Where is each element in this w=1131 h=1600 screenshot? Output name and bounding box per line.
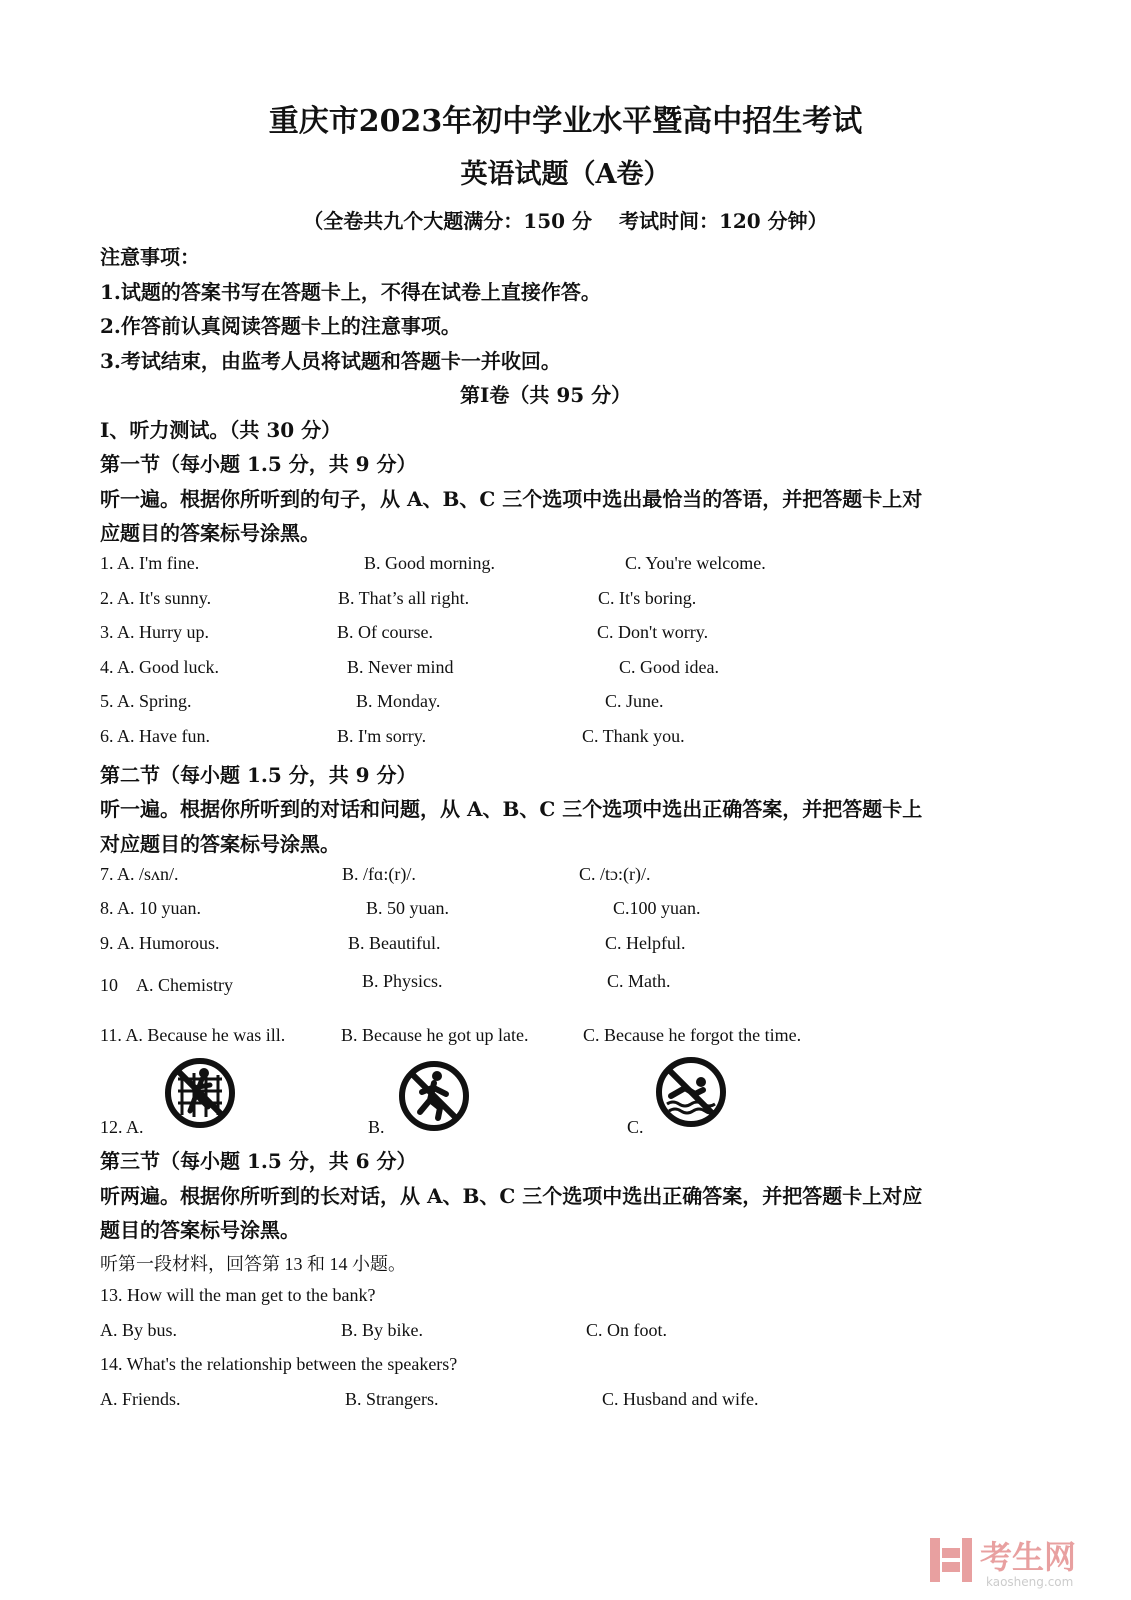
option-a: 8. A. 10 yuan. [100,898,201,918]
option-a: A. By bus. [100,1320,178,1340]
option-b: B. /fɑ:(r)/. [342,864,416,884]
option-b: B. Beautiful. [348,933,441,953]
note-item: 2.作答前认真阅读答题卡上的注意事项。 [100,314,461,338]
notes-heading: 注意事项： [100,245,200,269]
watermark-mark-icon [930,1538,972,1582]
option-b: B. [368,1117,385,1137]
option-b: B. Because he got up late. [341,1025,529,1045]
option-c: C. Don't worry. [597,622,709,642]
option-a: 1. A. I'm fine. [100,553,200,573]
no-climbing-icon [164,1057,236,1129]
section1-instruction: 听一遍。根据你所听到的句子，从 A、B、C 三个选项中选出最恰当的答语，并把答题卡上对 [100,487,923,511]
option-c: C. Husband and wife. [602,1389,759,1409]
exam-title: 重庆市2023年初中学业水平暨高中招生考试 [268,104,863,139]
option-b: B. By bike. [341,1320,424,1340]
section1-title: 第一节（每小题 1.5 分，共 9 分） [100,452,417,476]
section2-instruction: 对应题目的答案标号涂黑。 [100,832,340,856]
option-a: 10 A. Chemistry [100,975,233,995]
option-c: C.100 yuan. [613,898,701,918]
section2-title: 第二节（每小题 1.5 分，共 9 分） [100,763,417,787]
no-swimming-icon [655,1056,727,1128]
option-b: B. I'm sorry. [337,726,427,746]
option-c: C. Because he forgot the time. [583,1025,802,1045]
section3-title: 第三节（每小题 1.5 分，共 6 分） [100,1149,417,1173]
part-title: 第Ⅰ卷（共 95 分） [460,383,632,407]
option-a: 12. A. [100,1117,144,1137]
option-c: C. [627,1117,644,1137]
option-c: C. /tɔ:(r)/. [579,864,651,884]
exam-subtitle: 英语试题（A卷） [460,159,671,190]
question-stem: 14. What's the relationship between the speakers? [100,1354,458,1374]
option-c: C. On foot. [586,1320,667,1340]
option-a: 5. A. Spring. [100,691,192,711]
option-c: C. Helpful. [605,933,686,953]
option-b: B. Physics. [362,971,443,991]
question-stem: 13. How will the man get to the bank? [100,1285,376,1305]
no-running-icon [398,1060,470,1132]
option-c: C. It's boring. [598,588,697,608]
note-item: 1.试题的答案书写在答题卡上，不得在试卷上直接作答。 [100,280,601,304]
option-a: 7. A. /sʌn/. [100,864,179,884]
watermark-url: kaosheng.com [986,1575,1074,1589]
section3-instruction: 题目的答案标号涂黑。 [100,1218,300,1242]
option-c: C. Thank you. [582,726,685,746]
option-a: A. Friends. [100,1389,181,1409]
option-a: 11. A. Because he was ill. [100,1025,286,1045]
option-a: 4. A. Good luck. [100,657,219,677]
section3-instruction: 听两遍。根据你所听到的长对话，从 A、B、C 三个选项中选出正确答案，并把答题卡上对应 [100,1184,923,1208]
option-b: B. Of course. [337,622,433,642]
option-b: B. Never mind [347,657,454,677]
listening-title: Ⅰ、听力测试。（共 30 分） [100,418,342,442]
watermark-brand: 考生网 [980,1538,1077,1576]
note-item: 3.考试结束，由监考人员将试题和答题卡一并收回。 [100,349,561,373]
option-c: C. Math. [607,971,671,991]
option-a: 3. A. Hurry up. [100,622,209,642]
option-b: B. That’s all right. [338,588,470,608]
watermark-logo [928,1530,1128,1590]
option-a: 9. A. Humorous. [100,933,220,953]
option-b: B. Strangers. [345,1389,439,1409]
option-c: C. Good idea. [619,657,719,677]
option-b: B. 50 yuan. [366,898,449,918]
exam-info: （全卷共九个大题满分：150 分 考试时间：120 分钟） [303,209,828,233]
option-b: B. Monday. [356,691,441,711]
option-a: 2. A. It's sunny. [100,588,212,608]
option-c: C. June. [605,691,664,711]
section2-instruction: 听一遍。根据你所听到的对话和问题，从 A、B、C 三个选项中选出正确答案，并把答题卡上 [100,797,923,821]
option-b: B. Good morning. [364,553,496,573]
material-note: 听第一段材料，回答第 13 和 14 小题。 [100,1254,406,1274]
option-c: C. You're welcome. [625,553,766,573]
section1-instruction: 应题目的答案标号涂黑。 [100,521,320,545]
option-a: 6. A. Have fun. [100,726,210,746]
